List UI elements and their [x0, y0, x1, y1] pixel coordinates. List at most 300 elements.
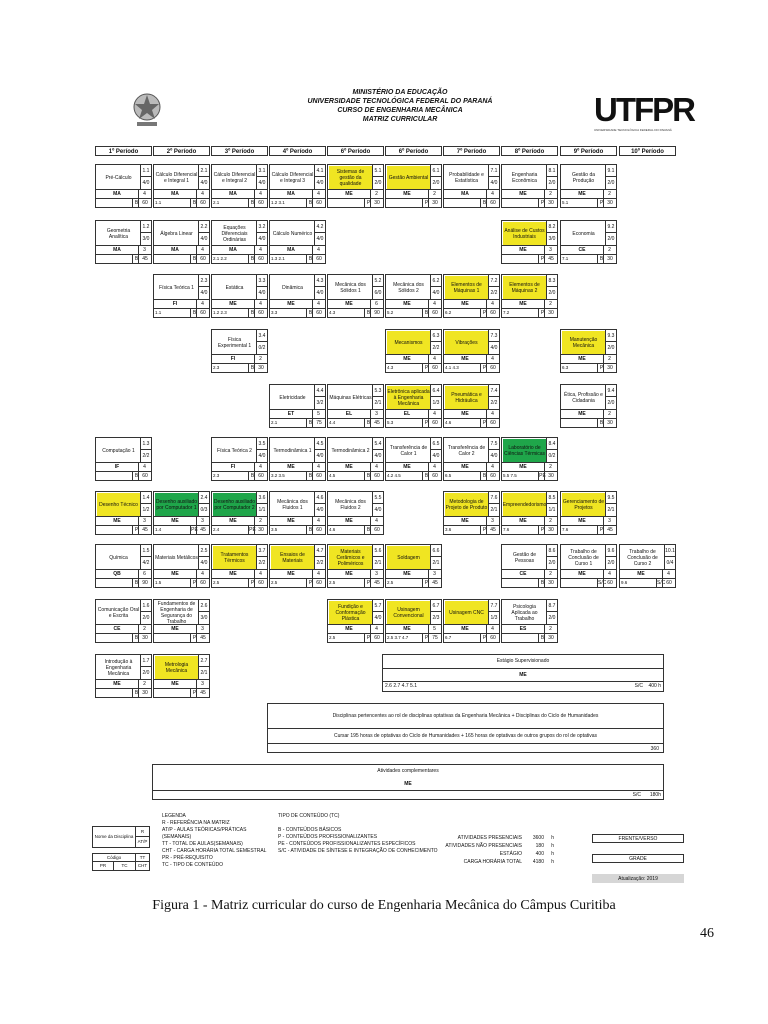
course-total-classes: 2 [259, 518, 262, 524]
course-card [95, 491, 152, 539]
optativas-line2: Cursar 195 horas de optativas do Ciclo de Humanidades + 165 horas de optativas de outros grupos do rol de optativas [268, 729, 663, 744]
course-prereq: 2.1 [213, 200, 220, 205]
course-name: Fundamentos de Engenharia de Segurança do Trabalho [157, 600, 196, 625]
course-total-classes: 6 [375, 301, 378, 307]
course-card [501, 491, 558, 539]
course-card [385, 437, 442, 485]
course-content-type: P [480, 309, 488, 317]
course-hours: 30 [370, 199, 383, 207]
course-total-classes: 4 [317, 571, 320, 577]
course-code: ME [270, 300, 313, 308]
course-total-classes: 4 [433, 301, 436, 307]
course-atp: 3/0 [198, 612, 209, 624]
course-atp: 4/0 [372, 450, 383, 462]
period-header-9: 9º Período [560, 146, 617, 156]
course-prereq: 9.6 [621, 580, 628, 585]
course-hours: 60 [312, 472, 325, 480]
legend-sample-tc: TC [114, 862, 136, 871]
course-card [327, 274, 384, 322]
course-total-classes: 2 [259, 356, 262, 362]
course-atp: 2/2 [488, 287, 499, 299]
estagio-prereq: 2.6 2.7 4.7 5.1 [385, 683, 417, 689]
course-code: ME [154, 570, 197, 578]
course-name: Computação 1 [102, 447, 135, 454]
course-total-classes: 5 [433, 626, 436, 632]
course-card [385, 599, 442, 647]
course-total-classes: 4 [491, 626, 494, 632]
legend-sample-code: Código [92, 853, 136, 862]
course-atp: 2/2 [488, 397, 499, 409]
course-name: Gestão de Pessoas [512, 551, 537, 564]
course-hours: 30 [254, 526, 267, 534]
course-code: ME [386, 463, 429, 471]
course-hours: 60 [312, 579, 325, 587]
course-card [153, 274, 210, 322]
course-code: MA [154, 190, 197, 198]
course-code: ME [154, 680, 197, 688]
course-name: Pré-Cálculo [105, 174, 132, 181]
course-hours: 60 [486, 199, 499, 207]
period-header-3: 3º Período [211, 146, 268, 156]
course-atp: 4/0 [372, 504, 383, 516]
course-ref: 6.4 [430, 385, 441, 397]
course-ref: 8.3 [546, 275, 557, 287]
course-code: ME [561, 190, 604, 198]
course-hours: 60 [138, 472, 151, 480]
course-name: Eletrônica aplicada à Engenharia Mecânica [387, 386, 430, 409]
course-content-type: P [190, 689, 198, 697]
hours-totals [440, 834, 560, 866]
course-card [269, 544, 326, 592]
course-card [153, 654, 210, 702]
course-ref: 2.4 [198, 492, 209, 504]
course-ref: 4.2 [314, 221, 325, 233]
course-ref: 7.5 [488, 438, 499, 450]
course-code: ME [212, 517, 255, 525]
course-total-classes: 4 [201, 191, 204, 197]
course-hours: 90 [370, 309, 383, 317]
course-code: ME [328, 517, 371, 525]
course-card [560, 384, 617, 432]
course-name: Mecânica dos Fluidos 2 [335, 498, 366, 511]
course-hours: 45 [138, 255, 151, 263]
course-prereq: 7.2 [503, 310, 510, 315]
course-content-type: P [422, 579, 430, 587]
course-card [560, 164, 617, 212]
course-content-type: P [422, 634, 430, 642]
period-header-2: 2º Período [153, 146, 210, 156]
course-atp: 4/0 [314, 504, 325, 516]
course-atp: 2/1 [488, 504, 499, 516]
course-ref: 5.6 [372, 545, 383, 557]
course-name: Máquinas Elétricas [329, 394, 372, 401]
course-ref: 9.6 [605, 545, 616, 557]
course-prereq: 4.3 [387, 365, 394, 370]
course-hours: 60 [254, 579, 267, 587]
course-content-type: B [306, 255, 314, 263]
course-atp: 4/0 [198, 233, 209, 245]
course-ref: 9.1 [605, 165, 616, 177]
course-code: ME [561, 570, 604, 578]
period-header-7: 7º Período [443, 146, 500, 156]
total-value: 3600 [532, 835, 544, 841]
total-unit: h [551, 859, 554, 865]
course-atp: 1/1 [546, 504, 557, 516]
course-ref: 8.7 [546, 600, 557, 612]
course-atp: 2/0 [605, 177, 616, 189]
course-ref: 9.3 [605, 330, 616, 342]
optativas-box [267, 703, 664, 753]
course-content-type: B [248, 309, 256, 317]
course-hours: 60 [486, 364, 499, 372]
course-atp: 2/1 [430, 557, 441, 569]
course-total-classes: 2 [608, 411, 611, 417]
course-code: ME [561, 410, 604, 418]
course-atp: 0/4 [664, 557, 675, 569]
course-hours: 45 [603, 526, 616, 534]
course-content-type: B [190, 255, 198, 263]
course-card [443, 164, 500, 212]
total-label: ESTÁGIO [499, 851, 522, 857]
course-prereq: 6.2 [445, 310, 452, 315]
course-content-type: B [306, 309, 314, 317]
course-code: MA [270, 246, 313, 254]
course-content-type: B [132, 689, 140, 697]
course-atp: 2/2 [314, 557, 325, 569]
course-hours: 45 [138, 526, 151, 534]
course-content-type: PE [191, 527, 198, 533]
course-content-type: B [364, 419, 372, 427]
course-card [327, 164, 384, 212]
course-total-classes: 3 [433, 571, 436, 577]
course-card [327, 437, 384, 485]
legend [162, 813, 272, 869]
course-prereq: 4.5 [329, 473, 336, 478]
course-total-classes: 4 [317, 191, 320, 197]
course-code: CE [502, 570, 545, 578]
course-content-type: P [597, 199, 605, 207]
course-name: Elementos de Máquinas 2 [503, 276, 546, 299]
course-total-classes: 2 [433, 191, 436, 197]
figure-caption: Figura 1 - Matriz curricular do curso de Engenharia Mecânica do Câmpus Curitiba [152, 898, 616, 913]
course-code: ME [502, 517, 545, 525]
course-hours: 45 [486, 526, 499, 534]
course-total-classes: 2 [549, 464, 552, 470]
course-atp: 4/0 [314, 450, 325, 462]
course-hours: 45 [196, 689, 209, 697]
course-total-classes: 4 [259, 247, 262, 253]
course-name: Termodinâmica 2 [331, 447, 370, 454]
course-code: ME [96, 517, 139, 525]
course-code: ME [444, 300, 487, 308]
course-name: Gerenciamento de Projetos [562, 493, 605, 516]
course-name: Álgebra Linear [160, 230, 193, 237]
course-atp: 4/0 [198, 177, 209, 189]
course-name: Empreendedorismo [503, 493, 546, 516]
course-total-classes: 3 [201, 518, 204, 524]
course-total-classes: 4 [491, 356, 494, 362]
course-total-classes: 2 [608, 356, 611, 362]
course-ref: 2.5 [198, 545, 209, 557]
course-total-classes: 3 [549, 247, 552, 253]
course-total-classes: 4 [375, 626, 378, 632]
course-name: Soldagem [387, 546, 430, 569]
course-prereq: 5.3 [387, 420, 394, 425]
course-total-classes: 4 [143, 191, 146, 197]
course-card [153, 491, 210, 539]
course-card [619, 544, 676, 592]
course-name: Laboratório de Ciências Térmicas [503, 439, 546, 462]
course-total-classes: 4 [259, 301, 262, 307]
course-content-type: P [597, 364, 605, 372]
course-content-type: B [248, 255, 256, 263]
course-name: Tratamentos Térmicos [213, 546, 256, 569]
course-card [501, 544, 558, 592]
course-code: ME [444, 355, 487, 363]
legend-item-tt: TT - TOTAL DE AULAS(SEMANAIS) [162, 841, 243, 847]
course-code: ME [386, 300, 429, 308]
content-type-pe: PE - CONTEÚDOS PROFISSIONALIZANTES ESPECÍFICOS [278, 841, 416, 847]
period-header-10: 10º Período [619, 146, 676, 156]
course-name: Ética, Profissão e Cidadania [564, 391, 603, 404]
course-content-type: P [538, 199, 546, 207]
course-ref: 3.6 [256, 492, 267, 504]
course-name: Metodologia de Projeto de Produto [445, 493, 488, 516]
course-code: MA [444, 190, 487, 198]
course-prereq: 7.6 [562, 527, 569, 532]
course-hours: 60 [486, 472, 499, 480]
course-ref: 4.1 [314, 165, 325, 177]
course-hours: 45 [196, 526, 209, 534]
course-card [501, 164, 558, 212]
course-content-type: P [538, 255, 546, 263]
course-prereq: 2.1 [271, 420, 278, 425]
course-card [385, 329, 442, 377]
course-name: Análise de Custos Industriais [503, 222, 546, 245]
course-hours: 30 [603, 419, 616, 427]
course-hours: 30 [544, 579, 557, 587]
course-total-classes: 2 [549, 518, 552, 524]
course-hours: 60 [486, 419, 499, 427]
course-atp: 2/0 [546, 612, 557, 624]
course-prereq: 2.5 [213, 580, 220, 585]
course-code: ME [386, 570, 429, 578]
course-card [443, 329, 500, 377]
course-hours: 60 [196, 579, 209, 587]
course-atp: 3/0 [546, 233, 557, 245]
course-hours: 60 [138, 199, 151, 207]
course-ref: 8.2 [546, 221, 557, 233]
course-card [211, 274, 268, 322]
course-name: Geometria Analítica [106, 227, 131, 240]
content-type-b: B - CONTEÚDOS BÁSICOS [278, 827, 342, 833]
course-atp: 4/0 [140, 177, 151, 189]
course-ref: 1.6 [140, 600, 151, 612]
course-atp: 4/0 [256, 177, 267, 189]
course-code: MA [212, 190, 255, 198]
course-card [443, 437, 500, 485]
course-content-type: P [422, 419, 430, 427]
course-code: ME [620, 570, 663, 578]
legend-item-pr: PR - PRÉ-REQUISITO [162, 855, 213, 861]
course-atp: 4/0 [256, 450, 267, 462]
course-ref: 5.4 [372, 438, 383, 450]
course-prereq: 1.4 [155, 527, 162, 532]
course-code: ME [502, 190, 545, 198]
course-atp: 4/0 [314, 287, 325, 299]
course-card [327, 599, 384, 647]
course-card [385, 544, 442, 592]
course-content-type: B [306, 526, 314, 534]
course-prereq: 5.5 7.5 [503, 473, 517, 478]
course-total-classes: 2 [375, 191, 378, 197]
course-prereq: 1.1 [155, 310, 162, 315]
course-atp: 2/1 [372, 397, 383, 409]
legend-sample-r: R [136, 826, 150, 837]
course-name: Termodinâmica 1 [273, 447, 312, 454]
course-prereq: 1.3 2.1 [271, 256, 285, 261]
course-name: Materiais Metálicos [155, 554, 198, 561]
course-content-type: P [480, 526, 488, 534]
course-ref: 7.1 [488, 165, 499, 177]
course-card [95, 544, 152, 592]
course-content-type: P [597, 526, 605, 534]
course-total-classes: 4 [259, 571, 262, 577]
course-total-classes: 2 [143, 626, 146, 632]
course-hours: 75 [312, 419, 325, 427]
course-ref: 9.4 [605, 385, 616, 397]
course-atp: 0/2 [546, 450, 557, 462]
course-code: ME [561, 517, 604, 525]
course-content-type: P [480, 364, 488, 372]
course-prereq: 3.2 3.5 [271, 473, 285, 478]
course-atp: 1/1 [256, 504, 267, 516]
complementares-bt: S/C [632, 792, 641, 798]
course-ref: 3.4 [256, 330, 267, 342]
course-card [443, 491, 500, 539]
course-prereq: 3.6 [445, 527, 452, 532]
course-prereq: 2.5 [329, 580, 336, 585]
course-prereq: 4.6 [329, 527, 336, 532]
course-content-type: B [132, 472, 140, 480]
course-code: ME [212, 570, 255, 578]
course-content-type: P [190, 579, 198, 587]
course-name: Mecânica dos Fluidos 1 [277, 498, 308, 511]
course-code: ME [444, 625, 487, 633]
course-atp: 2/1 [198, 667, 209, 679]
course-prereq: 4.2 4.5 [387, 473, 401, 478]
content-types-title: TIPO DE CONTEÚDO (TC) [278, 813, 340, 819]
course-hours: 30 [603, 255, 616, 263]
grade-box: GRADE [592, 854, 684, 863]
course-card [443, 599, 500, 647]
course-name: Mecanismos [387, 331, 430, 354]
course-hours: 30 [428, 199, 441, 207]
course-prereq: 7.6 [503, 527, 510, 532]
course-atp: 4/0 [372, 612, 383, 624]
course-total-classes: 4 [491, 301, 494, 307]
course-hours: 60 [370, 526, 383, 534]
course-prereq: 2.5 [329, 635, 336, 640]
course-name: Física Teórica 1 [159, 284, 194, 291]
logo-text: UTFPR [594, 91, 694, 128]
total-label: ATIVIDADES PRESENCIAIS [457, 835, 522, 841]
course-hours: 60 [254, 472, 267, 480]
course-hours: 60 [370, 472, 383, 480]
course-total-classes: 3 [491, 518, 494, 524]
course-ref: 2.1 [198, 165, 209, 177]
course-name: Química [109, 554, 128, 561]
course-card [560, 329, 617, 377]
course-content-type: B [597, 255, 605, 263]
course-atp: 1/3 [488, 612, 499, 624]
course-card [95, 437, 152, 485]
course-code: MA [96, 190, 139, 198]
total-value: 180 [535, 843, 544, 849]
course-ref: 4.7 [314, 545, 325, 557]
course-name: Comunicação Oral e Escrita [97, 606, 140, 619]
course-ref: 2.6 [198, 600, 209, 612]
course-ref: 6.2 [430, 275, 441, 287]
course-hours: 75 [428, 634, 441, 642]
course-prereq: 1.2 2.3 [213, 310, 227, 315]
course-total-classes: 4 [317, 247, 320, 253]
course-total-classes: 4 [201, 571, 204, 577]
course-card [211, 491, 268, 539]
course-atp: 4/0 [256, 287, 267, 299]
course-ref: 1.3 [140, 438, 151, 450]
content-type-sc: S/C - ATIVIDADE DE SÍNTESE E INTEGRAÇÃO DE CONHECIMENTO [278, 848, 438, 854]
course-ref: 7.7 [488, 600, 499, 612]
course-name: Mecânica dos Sólidos 1 [335, 281, 366, 294]
course-ref: 3.7 [256, 545, 267, 557]
course-card [153, 544, 210, 592]
course-content-type: B [480, 472, 488, 480]
course-prereq: 2.3 [213, 365, 220, 370]
header-title: MATRIZ CURRICULAR [362, 116, 438, 123]
course-total-classes: 4 [667, 571, 670, 577]
course-ref: 6.3 [430, 330, 441, 342]
course-name: Dinâmica [282, 284, 303, 291]
course-ref: 4.6 [314, 492, 325, 504]
course-name: Materiais Cerâmicos e Poliméricos [329, 546, 372, 569]
course-name: Usinagem Convencional [387, 601, 430, 624]
course-name: Manutenção Mecânica [562, 331, 605, 354]
course-prereq: 1.5 [155, 580, 162, 585]
course-hours: 30 [603, 199, 616, 207]
course-card [211, 544, 268, 592]
course-prereq: 7.1 [562, 256, 569, 261]
atualizacao-box: Atualização: 2019 [592, 874, 684, 883]
complementares-type: ME [404, 781, 412, 787]
course-atp: 4/0 [430, 287, 441, 299]
course-content-type: B [248, 199, 256, 207]
course-code: ME [328, 625, 371, 633]
course-ref: 3.3 [256, 275, 267, 287]
total-row [440, 842, 560, 850]
course-card [501, 437, 558, 485]
course-code: ME [328, 463, 371, 471]
course-total-classes: 4 [143, 464, 146, 470]
course-card [153, 599, 210, 647]
course-code: ME [386, 625, 429, 633]
course-name: Desenho auxiliado por Computador 1 [155, 493, 198, 516]
course-total-classes: 3 [201, 681, 204, 687]
course-atp: 4/0 [430, 450, 441, 462]
course-total-classes: 3 [375, 571, 378, 577]
course-content-type: B [538, 634, 546, 642]
course-content-type: B [132, 255, 140, 263]
